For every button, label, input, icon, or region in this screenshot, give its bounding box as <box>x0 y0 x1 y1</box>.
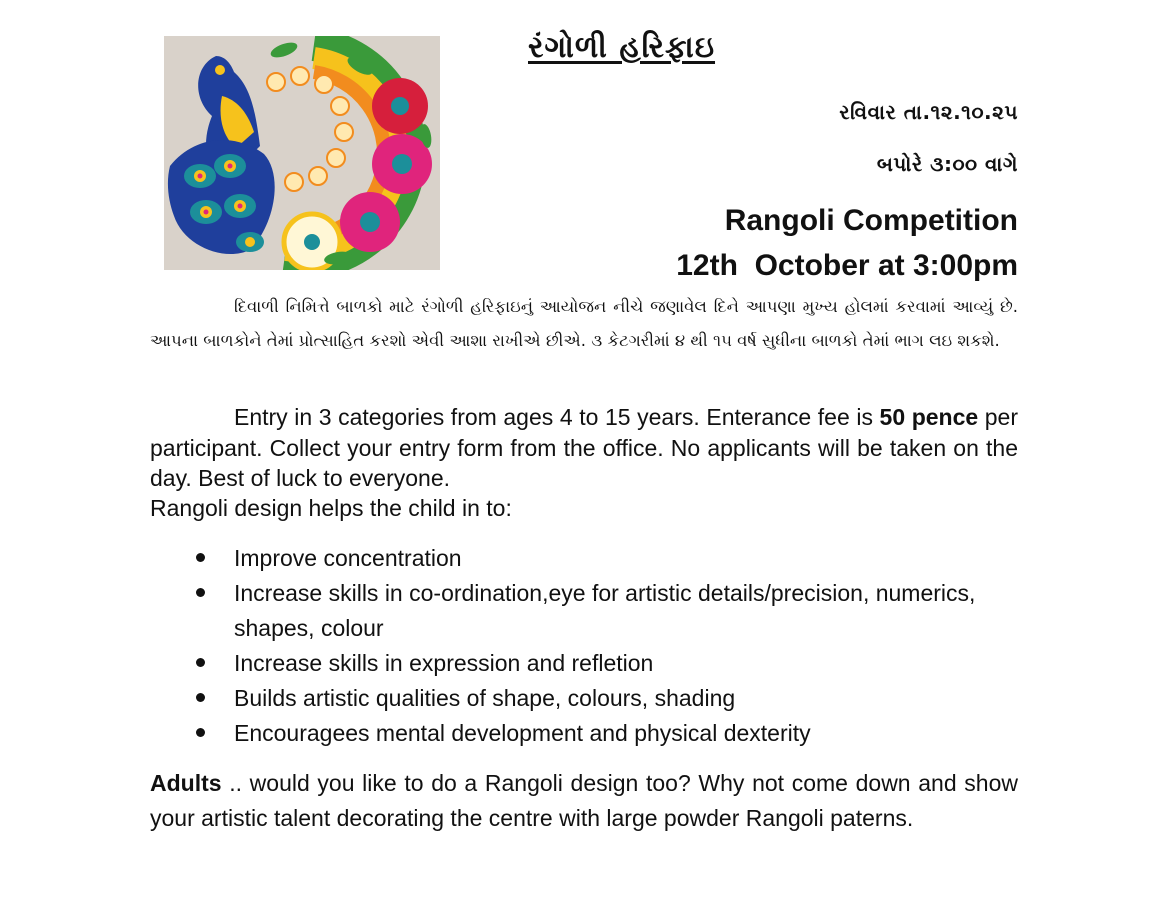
bullet-icon <box>196 658 205 667</box>
list-item <box>150 541 1018 576</box>
list-item-text: Increase skills in expression and refletion <box>234 649 654 676</box>
adults-paragraph <box>150 766 1018 835</box>
gujarati-title: રંગોળી હરિફાઇ <box>528 30 716 65</box>
gujarati-date: રવિવાર તા.૧૨.૧૦.૨૫ <box>839 100 1018 124</box>
list-item <box>150 646 1018 681</box>
entry-fee: 50 pence <box>879 404 979 430</box>
list-item <box>150 576 1018 645</box>
bullet-icon <box>196 553 205 562</box>
list-item-text: Encouragees mental development and physical dexterity <box>234 719 811 746</box>
bullet-icon <box>196 693 205 702</box>
list-item <box>150 681 1018 716</box>
entry-paragraph <box>150 402 1018 494</box>
benefits-list <box>150 541 1018 751</box>
list-item-text: Improve concentration <box>234 545 462 571</box>
adults-text: .. would you like to do a Rangoli design too? Why not come down and show your artistic talent decorating the centre with large powder Rangoli paterns. <box>150 770 1018 831</box>
english-title: Rangoli Competition <box>724 204 1018 237</box>
gujarati-paragraph: દિવાળી નિમિત્તે બાળકો માટે રંગોળી હરિફાઇનું આયોજન નીચે જણાવેલ દિને આપણા મુખ્ય હોલમાં કરવામાં આવ્યું છે. આપના બાળકોને તેમાં પ્રોત્સાહિત કરશો એવી આશા રાખીએ છીએ. ૩ કેટગરીમાં ૪ થી ૧૫ વર્ષ સુધીના બાળકો તેમાં ભાગ લઇ શકશે. <box>150 297 1018 350</box>
list-item <box>150 716 1018 751</box>
bullet-icon <box>196 588 205 597</box>
adults-label: Adults <box>150 770 222 796</box>
helps-intro: Rangoli design helps the child in to: <box>150 495 512 521</box>
entry-text-part1: Entry in 3 categories from ages 4 to 15 years. Enterance fee is <box>234 404 880 430</box>
entry-text-part2: per participant. Collect your entry form from the office. No applicants will be taken on the day. Best of luck to everyone. <box>150 404 1018 491</box>
list-item-text: Builds artistic qualities of shape, colours, shading <box>234 684 736 711</box>
list-item-text: Increase skills in co-ordination,eye for artistic details/precision, numerics, shapes, colour <box>234 580 976 641</box>
bullet-icon <box>196 728 205 737</box>
gujarati-time: બપોરે ૩:૦૦ વાગે <box>876 152 1018 176</box>
peacock-rangoli-illustration <box>164 36 440 270</box>
english-date: 12th October at 3:00pm <box>676 249 1018 282</box>
